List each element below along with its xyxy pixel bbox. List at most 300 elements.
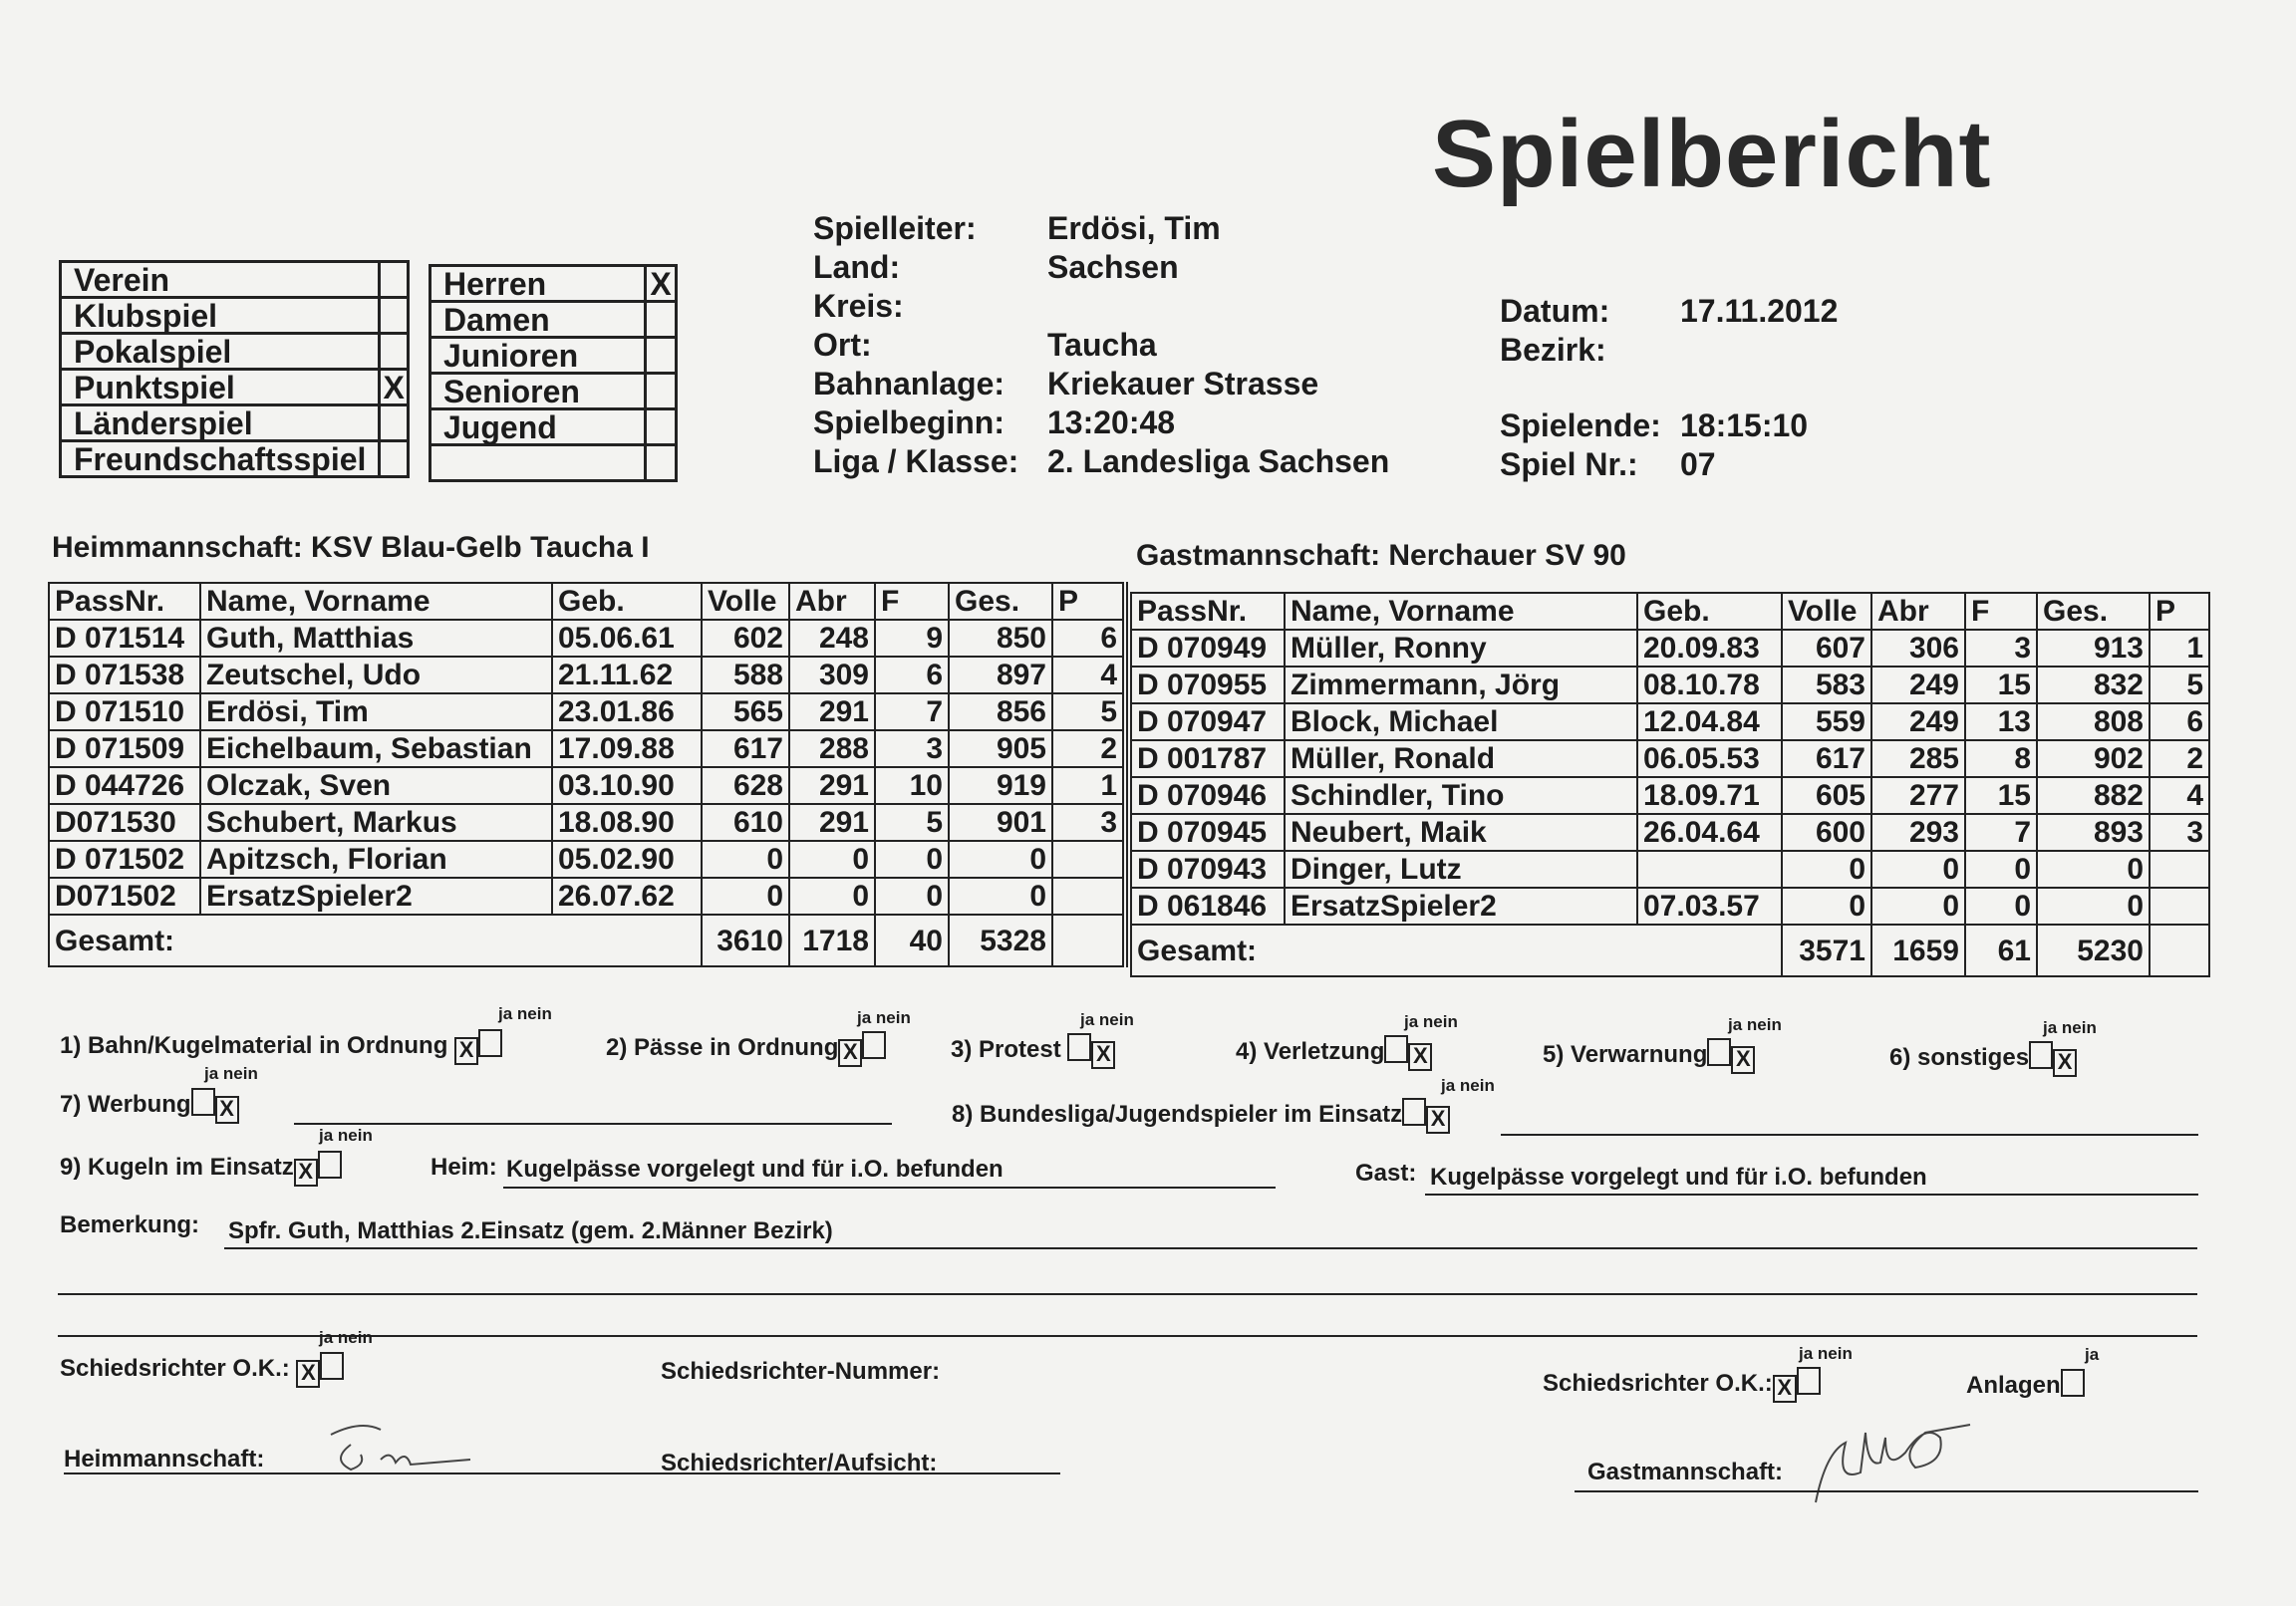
- sr-home-ja-nein: ja nein: [319, 1328, 373, 1347]
- table-cell: D 070947: [1131, 703, 1285, 740]
- table-row: [1131, 630, 2209, 667]
- sr-home-ja-checkbox[interactable]: X: [296, 1360, 320, 1388]
- category-row: [430, 409, 677, 445]
- table-cell: D 071510: [49, 693, 200, 730]
- table-cell: 08.10.78: [1637, 667, 1782, 703]
- table-cell: 277: [1871, 777, 1965, 814]
- table-cell: 285: [1871, 740, 1965, 777]
- meta-value: Erdösi, Tim: [1047, 210, 1221, 246]
- q9-nein-checkbox[interactable]: [318, 1151, 342, 1179]
- category-row: [430, 374, 677, 409]
- q8-question: [952, 1098, 1450, 1134]
- table-row: [49, 657, 1125, 693]
- table-cell: 628: [702, 767, 789, 804]
- table-cell: 2: [1052, 730, 1125, 767]
- meta-value: 2. Landesliga Sachsen: [1047, 443, 1390, 479]
- table-cell: ErsatzSpieler2: [200, 878, 552, 915]
- table-cell: 288: [789, 730, 875, 767]
- table-cell: 6: [2150, 703, 2209, 740]
- table-cell: D 061846: [1131, 888, 1285, 925]
- total-cell: 1659: [1871, 925, 1965, 976]
- q1-nein-checkbox[interactable]: [478, 1029, 502, 1057]
- column-header: F: [1965, 593, 2037, 630]
- total-cell: 3571: [1782, 925, 1871, 976]
- total-label: Gesamt:: [1131, 925, 1782, 976]
- q1-label: 1) Bahn/Kugelmaterial in Ordnung: [60, 1032, 448, 1059]
- type-checkbox[interactable]: [380, 441, 409, 477]
- category-label: Jugend: [430, 409, 646, 445]
- table-cell: 0: [2037, 888, 2150, 925]
- table-cell: 7: [875, 693, 949, 730]
- total-cell: [2150, 925, 2209, 976]
- category-checkbox[interactable]: [646, 445, 677, 481]
- table-cell: 3: [1965, 630, 2037, 667]
- table-cell: 1: [2150, 630, 2209, 667]
- bemerkung-label: Bemerkung:: [60, 1211, 200, 1238]
- q4-question: [1236, 1035, 1432, 1071]
- q7-question: [60, 1088, 239, 1124]
- category-checkbox[interactable]: [646, 374, 677, 409]
- table-cell: 4: [2150, 777, 2209, 814]
- table-cell: 602: [702, 620, 789, 657]
- meta-label: Land:: [813, 249, 901, 285]
- spielende-label: Spielende:: [1500, 407, 1661, 443]
- sig-guest-label: Gastmannschaft:: [1587, 1459, 1784, 1485]
- q5-nein-checkbox[interactable]: X: [1731, 1046, 1755, 1074]
- meta-label: Ort:: [813, 327, 872, 363]
- table-cell: [1637, 851, 1782, 888]
- home-signature: [321, 1415, 480, 1494]
- anlagen-ja: ja: [2085, 1345, 2100, 1364]
- table-cell: 17.09.88: [552, 730, 702, 767]
- type-row: [61, 405, 409, 441]
- q4-nein-checkbox[interactable]: X: [1408, 1043, 1432, 1071]
- table-row: [49, 767, 1125, 804]
- table-cell: Schindler, Tino: [1285, 777, 1637, 814]
- table-cell: 0: [1782, 888, 1871, 925]
- table-cell: D 071538: [49, 657, 200, 693]
- column-header: Abr: [1871, 593, 1965, 630]
- table-cell: 0: [702, 878, 789, 915]
- type-row: [61, 262, 409, 298]
- type-row: [61, 334, 409, 370]
- q4-label: 4) Verletzung: [1236, 1038, 1385, 1065]
- table-cell: 0: [789, 878, 875, 915]
- table-cell: 20.09.83: [1637, 630, 1782, 667]
- table-row: [1131, 851, 2209, 888]
- q5-label: 5) Verwarnung: [1543, 1041, 1708, 1068]
- sr-guest-question: [1543, 1367, 1821, 1403]
- table-cell: 5: [2150, 667, 2209, 703]
- home-team-label: Heimmannschaft: KSV Blau-Gelb Taucha I: [52, 531, 650, 564]
- q7-nein-checkbox[interactable]: X: [215, 1096, 239, 1124]
- total-cell: [1052, 915, 1125, 966]
- q6-label: 6) sonstiges: [1889, 1044, 2030, 1071]
- q1-question: [60, 1029, 502, 1065]
- q7-line: [294, 1123, 892, 1125]
- table-cell: Müller, Ronny: [1285, 630, 1637, 667]
- table-cell: ErsatzSpieler2: [1285, 888, 1637, 925]
- table-cell: 901: [949, 804, 1052, 841]
- type-label: Punktspiel: [61, 370, 380, 405]
- type-checkbox[interactable]: [380, 405, 409, 441]
- table-cell: 18.09.71: [1637, 777, 1782, 814]
- table-cell: 0: [1965, 888, 2037, 925]
- q5-ja-nein: ja nein: [1728, 1015, 1782, 1034]
- sr-guest-ja-checkbox[interactable]: X: [1773, 1375, 1797, 1403]
- meta-value: 13:20:48: [1047, 404, 1176, 440]
- home-header-row: [49, 583, 1125, 620]
- table-cell: 4: [1052, 657, 1125, 693]
- table-cell: Zeutschel, Udo: [200, 657, 552, 693]
- table-cell: 1: [1052, 767, 1125, 804]
- column-header: F: [875, 583, 949, 620]
- table-cell: 309: [789, 657, 875, 693]
- table-row: [49, 730, 1125, 767]
- category-checkbox[interactable]: [646, 409, 677, 445]
- table-cell: 0: [702, 841, 789, 878]
- column-header: P: [1052, 583, 1125, 620]
- bemerkung-line-1: [224, 1247, 2197, 1249]
- table-cell: 18.08.90: [552, 804, 702, 841]
- q4-ja-nein: ja nein: [1404, 1012, 1458, 1031]
- q5-question: [1543, 1038, 1755, 1074]
- table-cell: 913: [2037, 630, 2150, 667]
- table-cell: 291: [789, 693, 875, 730]
- table-cell: Block, Michael: [1285, 703, 1637, 740]
- bemerkung-line-2: [58, 1293, 2197, 1295]
- q2-ja-checkbox[interactable]: X: [838, 1039, 862, 1067]
- table-cell: 605: [1782, 777, 1871, 814]
- gast-text: Kugelpässe vorgelegt und für i.O. befunden: [1430, 1164, 1927, 1191]
- table-cell: 3: [1052, 804, 1125, 841]
- table-cell: 249: [1871, 703, 1965, 740]
- table-cell: 0: [2037, 851, 2150, 888]
- guest-signature: [1806, 1413, 1975, 1522]
- table-cell: D 071509: [49, 730, 200, 767]
- table-cell: 07.03.57: [1637, 888, 1782, 925]
- category-row: [430, 266, 677, 302]
- table-row: [49, 841, 1125, 878]
- column-header: Abr: [789, 583, 875, 620]
- q6-nein-checkbox[interactable]: X: [2053, 1049, 2077, 1077]
- table-row: [1131, 703, 2209, 740]
- table-cell: D 071502: [49, 841, 200, 878]
- table-cell: Zimmermann, Jörg: [1285, 667, 1637, 703]
- spielnr-label: Spiel Nr.:: [1500, 446, 1638, 482]
- table-cell: 8: [1965, 740, 2037, 777]
- table-row: [49, 804, 1125, 841]
- q7-ja-checkbox[interactable]: [191, 1088, 215, 1116]
- table-cell: Apitzsch, Florian: [200, 841, 552, 878]
- q5-ja-checkbox[interactable]: [1707, 1038, 1731, 1066]
- table-cell: 610: [702, 804, 789, 841]
- column-header: PassNr.: [49, 583, 200, 620]
- table-cell: [2150, 888, 2209, 925]
- total-label: Gesamt:: [49, 915, 702, 966]
- sr-guest-ja-nein: ja nein: [1799, 1344, 1853, 1363]
- q9-label: 9) Kugeln im Einsatz: [60, 1154, 294, 1181]
- table-cell: 03.10.90: [552, 767, 702, 804]
- category-checkbox[interactable]: [646, 338, 677, 374]
- table-cell: 919: [949, 767, 1052, 804]
- meta-value: Kriekauer Strasse: [1047, 366, 1319, 402]
- table-row: [1131, 667, 2209, 703]
- sig-home-label: Heimmannschaft:: [64, 1446, 265, 1472]
- sig-line-guest: [1575, 1490, 2198, 1492]
- table-cell: 10: [875, 767, 949, 804]
- bezirk-label: Bezirk:: [1500, 332, 1606, 368]
- type-label: Länderspiel: [61, 405, 380, 441]
- table-cell: 293: [1871, 814, 1965, 851]
- table-cell: Eichelbaum, Sebastian: [200, 730, 552, 767]
- table-cell: 856: [949, 693, 1052, 730]
- type-row: [61, 370, 409, 405]
- total-row: [49, 915, 1125, 966]
- table-cell: D 001787: [1131, 740, 1285, 777]
- total-cell: 1718: [789, 915, 875, 966]
- table-cell: 565: [702, 693, 789, 730]
- table-cell: [2150, 851, 2209, 888]
- table-row: [1131, 814, 2209, 851]
- table-cell: 7: [1965, 814, 2037, 851]
- column-header: Ges.: [949, 583, 1052, 620]
- column-header: Geb.: [1637, 593, 1782, 630]
- type-row: [61, 298, 409, 334]
- table-cell: 905: [949, 730, 1052, 767]
- gast-label: Gast:: [1355, 1160, 1417, 1187]
- table-row: [49, 620, 1125, 657]
- table-cell: D 071514: [49, 620, 200, 657]
- column-header: PassNr.: [1131, 593, 1285, 630]
- meta-label: Kreis:: [813, 288, 904, 324]
- table-cell: 12.04.84: [1637, 703, 1782, 740]
- table-cell: 291: [789, 767, 875, 804]
- meta-label: Spielleiter:: [813, 210, 977, 246]
- type-checkbox[interactable]: X: [380, 370, 409, 405]
- table-cell: [1052, 841, 1125, 878]
- category-label: Senioren: [430, 374, 646, 409]
- table-cell: 21.11.62: [552, 657, 702, 693]
- type-checkbox[interactable]: [380, 262, 409, 298]
- table-cell: 3: [875, 730, 949, 767]
- sr-guest-label: Schiedsrichter O.K.:: [1543, 1370, 1773, 1397]
- total-cell: 5230: [2037, 925, 2150, 976]
- table-cell: 13: [1965, 703, 2037, 740]
- q3-question: [951, 1033, 1115, 1069]
- table-cell: 882: [2037, 777, 2150, 814]
- category-checkbox[interactable]: [646, 302, 677, 338]
- table-cell: 05.06.61: [552, 620, 702, 657]
- table-cell: D071530: [49, 804, 200, 841]
- spielende-value: 18:15:10: [1680, 407, 1809, 443]
- q3-ja-checkbox[interactable]: [1067, 1033, 1091, 1061]
- table-cell: Guth, Matthias: [200, 620, 552, 657]
- table-cell: 2: [2150, 740, 2209, 777]
- category-row: [430, 338, 677, 374]
- category-box: [429, 264, 678, 482]
- type-row: [61, 441, 409, 477]
- heim-line: [503, 1187, 1276, 1189]
- q6-question: [1889, 1041, 2077, 1077]
- q1-ja-nein: ja nein: [498, 1004, 552, 1023]
- table-cell: Olczak, Sven: [200, 767, 552, 804]
- q3-ja-nein: ja nein: [1080, 1010, 1134, 1029]
- table-cell: 607: [1782, 630, 1871, 667]
- table-cell: Erdösi, Tim: [200, 693, 552, 730]
- table-cell: 0: [1782, 851, 1871, 888]
- category-label: Herren: [430, 266, 646, 302]
- table-cell: 0: [789, 841, 875, 878]
- page-title: Spielbericht: [1432, 101, 1992, 207]
- table-row: [1131, 777, 2209, 814]
- total-cell: 40: [875, 915, 949, 966]
- datum-label: Datum:: [1500, 293, 1610, 329]
- total-cell: 5328: [949, 915, 1052, 966]
- table-cell: D 070943: [1131, 851, 1285, 888]
- table-cell: [1052, 878, 1125, 915]
- table-cell: 902: [2037, 740, 2150, 777]
- table-cell: 559: [1782, 703, 1871, 740]
- guest-header-row: [1131, 593, 2209, 630]
- table-cell: D 070949: [1131, 630, 1285, 667]
- table-cell: 5: [1052, 693, 1125, 730]
- meta-label: Liga / Klasse:: [813, 443, 1019, 479]
- q6-ja-checkbox[interactable]: [2029, 1041, 2053, 1069]
- table-cell: 808: [2037, 703, 2150, 740]
- q2-label: 2) Pässe in Ordnung: [606, 1034, 839, 1061]
- total-cell: 61: [1965, 925, 2037, 976]
- meta-value: Taucha: [1047, 327, 1157, 363]
- guest-team-table: [1130, 592, 2210, 977]
- sr-home-question: [60, 1352, 344, 1388]
- q7-label: 7) Werbung: [60, 1091, 191, 1118]
- column-header: Volle: [702, 583, 789, 620]
- table-cell: 05.02.90: [552, 841, 702, 878]
- bemerkung-text: Spfr. Guth, Matthias 2.Einsatz (gem. 2.Männer Bezirk): [228, 1217, 833, 1244]
- table-cell: 3: [2150, 814, 2209, 851]
- category-row: [430, 302, 677, 338]
- q8-line: [1501, 1134, 2198, 1136]
- game-type-box: [59, 260, 410, 478]
- table-cell: 291: [789, 804, 875, 841]
- table-cell: 0: [875, 878, 949, 915]
- sr-home-nein-checkbox[interactable]: [320, 1352, 344, 1380]
- table-cell: D 044726: [49, 767, 200, 804]
- table-cell: 26.07.62: [552, 878, 702, 915]
- table-cell: D 070955: [1131, 667, 1285, 703]
- q9-ja-checkbox[interactable]: X: [294, 1159, 318, 1187]
- table-cell: 893: [2037, 814, 2150, 851]
- bemerkung-line-3: [58, 1335, 2197, 1337]
- column-header: Name, Vorname: [1285, 593, 1637, 630]
- table-cell: 249: [1871, 667, 1965, 703]
- type-label: Freundschaftsspiel: [61, 441, 380, 477]
- total-row: [1131, 925, 2209, 976]
- table-cell: 306: [1871, 630, 1965, 667]
- table-cell: D 070946: [1131, 777, 1285, 814]
- q4-ja-checkbox[interactable]: [1384, 1035, 1408, 1063]
- column-header: Geb.: [552, 583, 702, 620]
- table-cell: 850: [949, 620, 1052, 657]
- anlagen-checkbox[interactable]: [2061, 1369, 2085, 1397]
- q6-ja-nein: ja nein: [2043, 1018, 2097, 1037]
- table-cell: 0: [949, 878, 1052, 915]
- table-cell: 617: [1782, 740, 1871, 777]
- table-cell: 0: [1871, 851, 1965, 888]
- table-row: [49, 693, 1125, 730]
- category-row: [430, 445, 677, 481]
- gast-line: [1425, 1194, 2198, 1196]
- column-header: Ges.: [2037, 593, 2150, 630]
- table-cell: 0: [1965, 851, 2037, 888]
- category-label: [430, 445, 646, 481]
- q9-question: [60, 1151, 342, 1187]
- type-checkbox[interactable]: [380, 298, 409, 334]
- table-cell: 0: [875, 841, 949, 878]
- table-cell: Schubert, Markus: [200, 804, 552, 841]
- table-cell: 248: [789, 620, 875, 657]
- table-cell: Dinger, Lutz: [1285, 851, 1637, 888]
- table-cell: Neubert, Maik: [1285, 814, 1637, 851]
- table-row: [49, 878, 1125, 915]
- heim-label: Heim:: [430, 1154, 497, 1181]
- meta-label: Spielbeginn:: [813, 404, 1004, 440]
- q1-ja-checkbox[interactable]: X: [454, 1037, 478, 1065]
- q3-nein-checkbox[interactable]: X: [1091, 1041, 1115, 1069]
- table-cell: 600: [1782, 814, 1871, 851]
- sr-guest-nein-checkbox[interactable]: [1797, 1367, 1821, 1395]
- table-cell: 9: [875, 620, 949, 657]
- q2-nein-checkbox[interactable]: [862, 1031, 886, 1059]
- q7-ja-nein: ja nein: [204, 1064, 258, 1083]
- guest-team-label: Gastmannschaft: Nerchauer SV 90: [1136, 539, 1626, 572]
- guest-signature-scribble: [1806, 1413, 1975, 1512]
- type-label: Verein: [61, 262, 380, 298]
- type-checkbox[interactable]: [380, 334, 409, 370]
- meta-value: Sachsen: [1047, 249, 1179, 285]
- category-label: Junioren: [430, 338, 646, 374]
- table-cell: D071502: [49, 878, 200, 915]
- table-cell: 06.05.53: [1637, 740, 1782, 777]
- q3-label: 3) Protest: [951, 1036, 1061, 1063]
- column-header: Volle: [1782, 593, 1871, 630]
- home-team-table: [48, 582, 1128, 967]
- table-cell: 832: [2037, 667, 2150, 703]
- anlagen-question: [1966, 1369, 2085, 1400]
- q9-ja-nein: ja nein: [319, 1126, 373, 1145]
- table-cell: 15: [1965, 777, 2037, 814]
- table-cell: 23.01.86: [552, 693, 702, 730]
- category-label: Damen: [430, 302, 646, 338]
- q8-nein-checkbox[interactable]: X: [1426, 1106, 1450, 1134]
- datum-value: 17.11.2012: [1680, 293, 1839, 329]
- meta-label: Bahnanlage:: [813, 366, 1005, 402]
- table-cell: 5: [875, 804, 949, 841]
- q8-ja-checkbox[interactable]: [1402, 1098, 1426, 1126]
- q2-question: [606, 1031, 886, 1067]
- type-label: Pokalspiel: [61, 334, 380, 370]
- sr-home-label: Schiedsrichter O.K.:: [60, 1355, 290, 1382]
- q8-label: 8) Bundesliga/Jugendspieler im Einsatz: [952, 1101, 1403, 1128]
- category-checkbox[interactable]: X: [646, 266, 677, 302]
- total-cell: 3610: [702, 915, 789, 966]
- table-cell: 617: [702, 730, 789, 767]
- table-cell: 0: [949, 841, 1052, 878]
- table-cell: 6: [1052, 620, 1125, 657]
- q2-ja-nein: ja nein: [857, 1008, 911, 1027]
- q8-ja-nein: ja nein: [1441, 1076, 1495, 1095]
